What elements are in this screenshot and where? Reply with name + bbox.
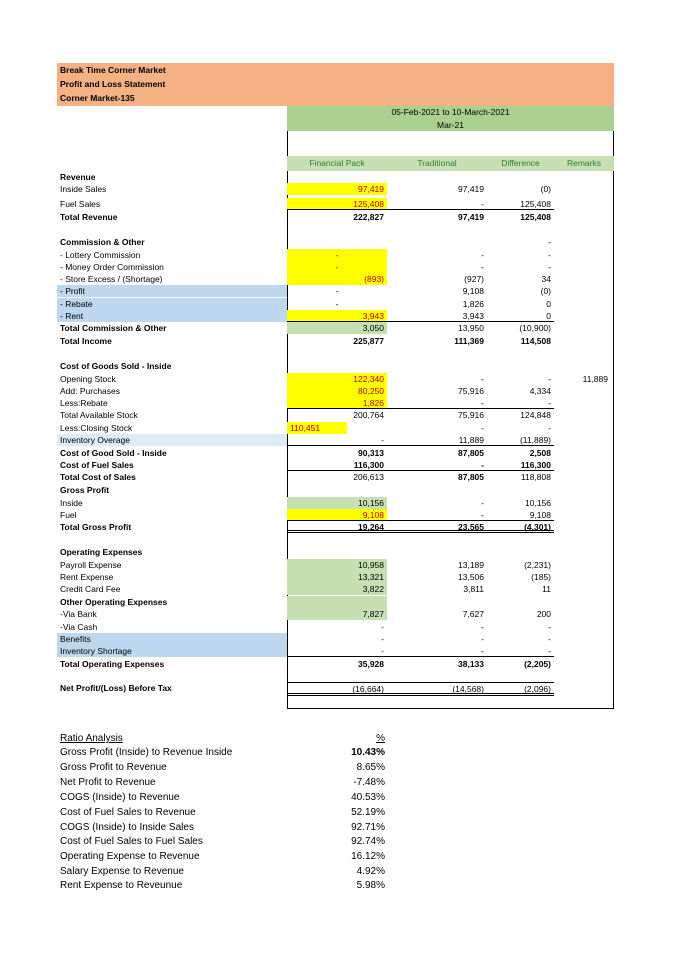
fp-value: - [381,634,384,644]
row-label: Total Commission & Other [60,323,167,333]
df-value: (10,900) [519,323,551,333]
tr-value: - [481,621,484,632]
fp-value: 10,156 [287,497,387,509]
ratio-value: -7.48% [353,777,385,788]
fp-value: - [335,298,339,309]
ratio-value: 40.53% [351,792,385,803]
row-label: Benefits [60,634,91,644]
ratio-row [60,745,385,760]
row-label: Rent Expense [60,572,114,582]
label-highlight [57,310,287,322]
tr-value: - [481,262,484,272]
ratio-label: Rent Expense to Reveunue [60,880,183,891]
ratio-label: COGS (Inside) to Inside Sales [60,822,194,833]
tr-value: 75,916 [458,386,484,396]
row-less-rebate [57,397,614,409]
tr-value: 3,943 [387,310,487,322]
row-label: Other Operating Expenses [60,597,168,607]
ratio-value: 8.65% [356,762,385,773]
tr-value: - [387,459,487,471]
ratio-value: 16.12% [351,851,385,862]
row-label: Inside Sales [60,184,107,194]
row-profit [57,285,614,297]
ratio-row [60,820,385,835]
fp-value: 35,928 [358,658,384,669]
fp-value: 19,264 [287,521,387,533]
row-label: Less:Rebate [60,398,108,408]
row-inside-sales [57,183,614,195]
fp-value: 222,827 [353,212,384,222]
df-value: 0 [487,310,554,322]
row-label: Credit Card Fee [60,584,121,594]
ratio-value: 5.98% [356,880,385,891]
row-label: Fuel Sales [60,199,101,209]
df-value: 118,808 [520,472,551,482]
ratio-value: 92.74% [351,836,385,847]
row-cogs-inside-header [57,360,614,372]
df-value: - [487,645,554,657]
ratio-row [60,790,385,805]
row-total-available [57,409,614,421]
row-total-commission [57,322,614,334]
row-label: - Store Excess / (Shortage) [60,274,163,284]
fp-value: 206,613 [353,472,384,482]
row-label: Add: Purchases [60,386,121,396]
row-cost-good-sold-inside [57,447,614,459]
row-gp-fuel [57,509,614,521]
row-benefits [57,633,614,645]
row-label: - Rent [60,311,84,321]
row-rent [57,310,614,322]
df-value: 200 [536,609,551,619]
ratio-value: 92.71% [351,822,385,833]
tr-value: 13,506 [458,572,484,582]
row-label: Inventory Shortage [60,646,132,656]
row-label: Total Income [60,336,112,346]
df-value: (0) [540,184,551,194]
row-label: Cost of Fuel Sales [60,460,134,470]
fp-value: 225,877 [353,336,384,346]
row-label: Total Revenue [60,212,118,222]
fp-value: - [335,286,339,296]
tr-value: (14,568) [387,682,487,696]
row-total-income [57,335,614,347]
tr-value: 111,369 [454,336,484,346]
tr-value: 1,826 [462,298,484,309]
ratio-label: Cost of Fuel Sales to Revenue [60,807,196,818]
row-cost-fuel-sales [57,459,614,471]
df-value: (2,096) [487,682,554,696]
fp-value: - [381,621,384,632]
row-label: Total Cost of Sales [60,472,136,482]
ratio-label: Cost of Fuel Sales to Fuel Sales [60,836,203,847]
statement-title: Profit and Loss Statement [57,77,614,91]
row-inventory-shortage [57,645,614,657]
fp-value: (16,664) [287,682,387,696]
row-operating-expenses-header [57,546,614,558]
df-value: (4,301) [487,521,554,533]
df-value: 0 [546,298,551,309]
df-value: 10,156 [525,497,551,508]
df-value: (0) [540,286,551,296]
remarks-value: 11,889 [582,374,608,384]
tr-value: 97,419 [458,184,484,194]
fp-value: 110,451 [287,422,347,434]
tr-value: - [387,198,487,210]
fp-value: 7,827 [287,608,387,620]
col-traditional: Traditional [387,156,487,171]
row-label: Total Operating Expenses [60,658,165,669]
row-total-gross-profit [57,521,614,533]
df-value: - [548,634,551,644]
fp-value: 3,822 [287,583,387,595]
tr-value: - [481,422,484,433]
fp-value: 80,250 [287,385,387,397]
ratio-label: Gross Profit (Inside) to Revenue Inside [60,747,233,758]
df-value: - [548,250,551,260]
row-label: - Money Order Commission [60,262,164,272]
df-value: 114,508 [520,336,551,346]
row-store-excess [57,273,614,285]
tr-value: 87,805 [458,447,484,458]
fp-highlight [287,596,387,608]
df-value: (2,231) [524,559,551,570]
ratio-label: Gross Profit to Revenue [60,762,167,773]
fp-value: (893) [287,273,387,285]
period-month: Mar-21 [437,119,464,130]
row-label: Commission & Other [60,237,145,247]
col-remarks: Remarks [554,156,614,171]
row-label: - Profit [60,286,86,296]
df-value: 125,408 [487,198,554,210]
ratio-value: 10.43% [351,747,385,758]
fp-value: - [287,434,387,446]
row-label: Inventory Overage [60,435,130,445]
row-closing-stock [57,422,614,434]
row-payroll [57,559,614,571]
store-name: Corner Market-135 [57,91,614,106]
ratio-row [60,805,385,820]
row-credit-card [57,583,614,595]
row-via-cash [57,621,614,633]
ratio-analysis-title: Ratio Analysis [60,733,123,744]
row-label: -Via Bank [60,609,97,619]
tr-value: 7,627 [462,609,484,619]
fp-value: 3,943 [287,310,387,322]
ratio-value: 4.92% [356,866,385,877]
tr-value: 87,805 [458,472,484,482]
period-header [287,106,614,131]
ratio-label: Net Profit to Revenue [60,777,156,788]
ratio-row [60,849,385,864]
row-label: Fuel [60,510,77,520]
fp-value: 9,108 [287,509,387,521]
row-other-opex-header [57,596,614,608]
row-label: -Via Cash [60,621,98,632]
df-value: 116,300 [487,459,554,471]
tr-value: 13,189 [458,559,484,570]
tr-value: 9,108 [462,286,484,296]
df-value: 124,848 [520,410,551,420]
tr-value: 75,916 [458,410,484,420]
ratio-row [60,775,385,790]
tr-value: 13,950 [458,323,484,333]
row-label: Net Profit/(Loss) Before Tax [60,683,172,693]
row-revenue [57,171,614,183]
tr-value: 23,565 [387,521,487,533]
row-money-order [57,261,614,273]
row-lottery [57,249,614,261]
ratio-row [60,878,385,893]
col-financial-pack: Financial Pack [287,156,387,171]
company-name: Break Time Corner Market [57,63,614,77]
row-via-bank [57,608,614,620]
df-value: 125,408 [520,212,551,222]
row-label: Payroll Expense [60,559,122,570]
df-value: (185) [531,572,551,582]
fp-value: 200,764 [353,410,384,420]
fp-value: 3,050 [287,322,387,334]
row-label: - Lottery Commission [60,250,141,260]
df-value: 34 [541,274,551,284]
ratio-pct-header: % [376,733,385,744]
row-net-profit [57,682,614,696]
tr-value: - [387,509,487,521]
row-purchases [57,385,614,397]
df-value: 2,508 [529,447,551,458]
col-difference: Difference [487,156,554,171]
label-highlight [57,285,287,297]
row-gross-profit-header [57,484,614,496]
fp-value: 116,300 [287,459,387,471]
fp-value: - [287,645,387,657]
df-value: - [548,621,551,632]
tr-value: 11,889 [387,434,487,446]
fp-value: 90,313 [358,447,384,458]
df-value: - [548,237,551,247]
ratio-value: 52.19% [351,807,385,818]
df-value: 4,334 [529,386,551,396]
fp-value: 10,958 [287,559,387,571]
row-label: Cost of Good Sold - Inside [60,447,167,458]
tr-value: 3,811 [463,584,484,594]
row-label: Operating Expenses [60,547,143,557]
row-label: Total Gross Profit [60,522,132,532]
ratio-label: COGS (Inside) to Revenue [60,792,180,803]
fp-value: 122,340 [287,373,387,385]
row-label: Less:Closing Stock [60,422,133,433]
fp-value: 97,419 [287,183,387,195]
tr-value: 38,133 [458,658,484,669]
ratio-row [60,864,385,879]
row-inventory-overage [57,434,614,446]
tr-value: - [387,645,487,657]
fp-value: - [287,261,387,273]
ratio-row [60,834,385,849]
row-total-revenue [57,211,614,223]
row-label: - Rebate [60,298,93,309]
tr-value: - [481,374,484,384]
row-rent-expense [57,571,614,583]
fp-value: 125,408 [287,198,387,210]
df-value: 9,108 [487,509,554,521]
row-label: Cost of Goods Sold - Inside [60,361,172,371]
tr-value: 97,419 [458,212,484,222]
df-value: - [487,397,554,409]
row-label: Opening Stock [60,374,116,384]
ratio-label: Operating Expense to Revenue [60,851,200,862]
row-label: Revenue [60,172,96,182]
tr-value: - [481,497,484,508]
tr-value: - [481,250,484,260]
label-highlight [57,633,287,645]
row-label: Gross Profit [60,485,110,495]
row-label: Inside [60,497,83,508]
df-value: (2,205) [524,658,551,669]
ratio-row [60,760,385,775]
df-value: (11,889) [487,434,554,446]
row-total-opex [57,658,614,670]
period-range: 05-Feb-2021 to 10-March-2021 [391,107,510,117]
row-fuel-sales [57,198,614,210]
row-commission-other [57,236,614,248]
fp-value: 1,826 [287,397,387,409]
df-value: - [548,422,551,433]
fp-value: - [287,249,387,261]
row-opening-stock [57,373,614,385]
tr-value: - [387,397,487,409]
row-total-cost-sales [57,471,614,483]
tr-value: - [481,634,484,644]
df-value: 11 [542,584,551,594]
fp-value: 13,321 [287,571,387,583]
df-value: - [548,262,551,272]
row-rebate [57,298,614,310]
row-gp-inside [57,497,614,509]
df-value: - [548,374,551,384]
row-label: Total Available Stock [60,410,138,420]
ratio-label: Salary Expense to Revenue [60,866,184,877]
tr-value: (927) [464,274,484,284]
